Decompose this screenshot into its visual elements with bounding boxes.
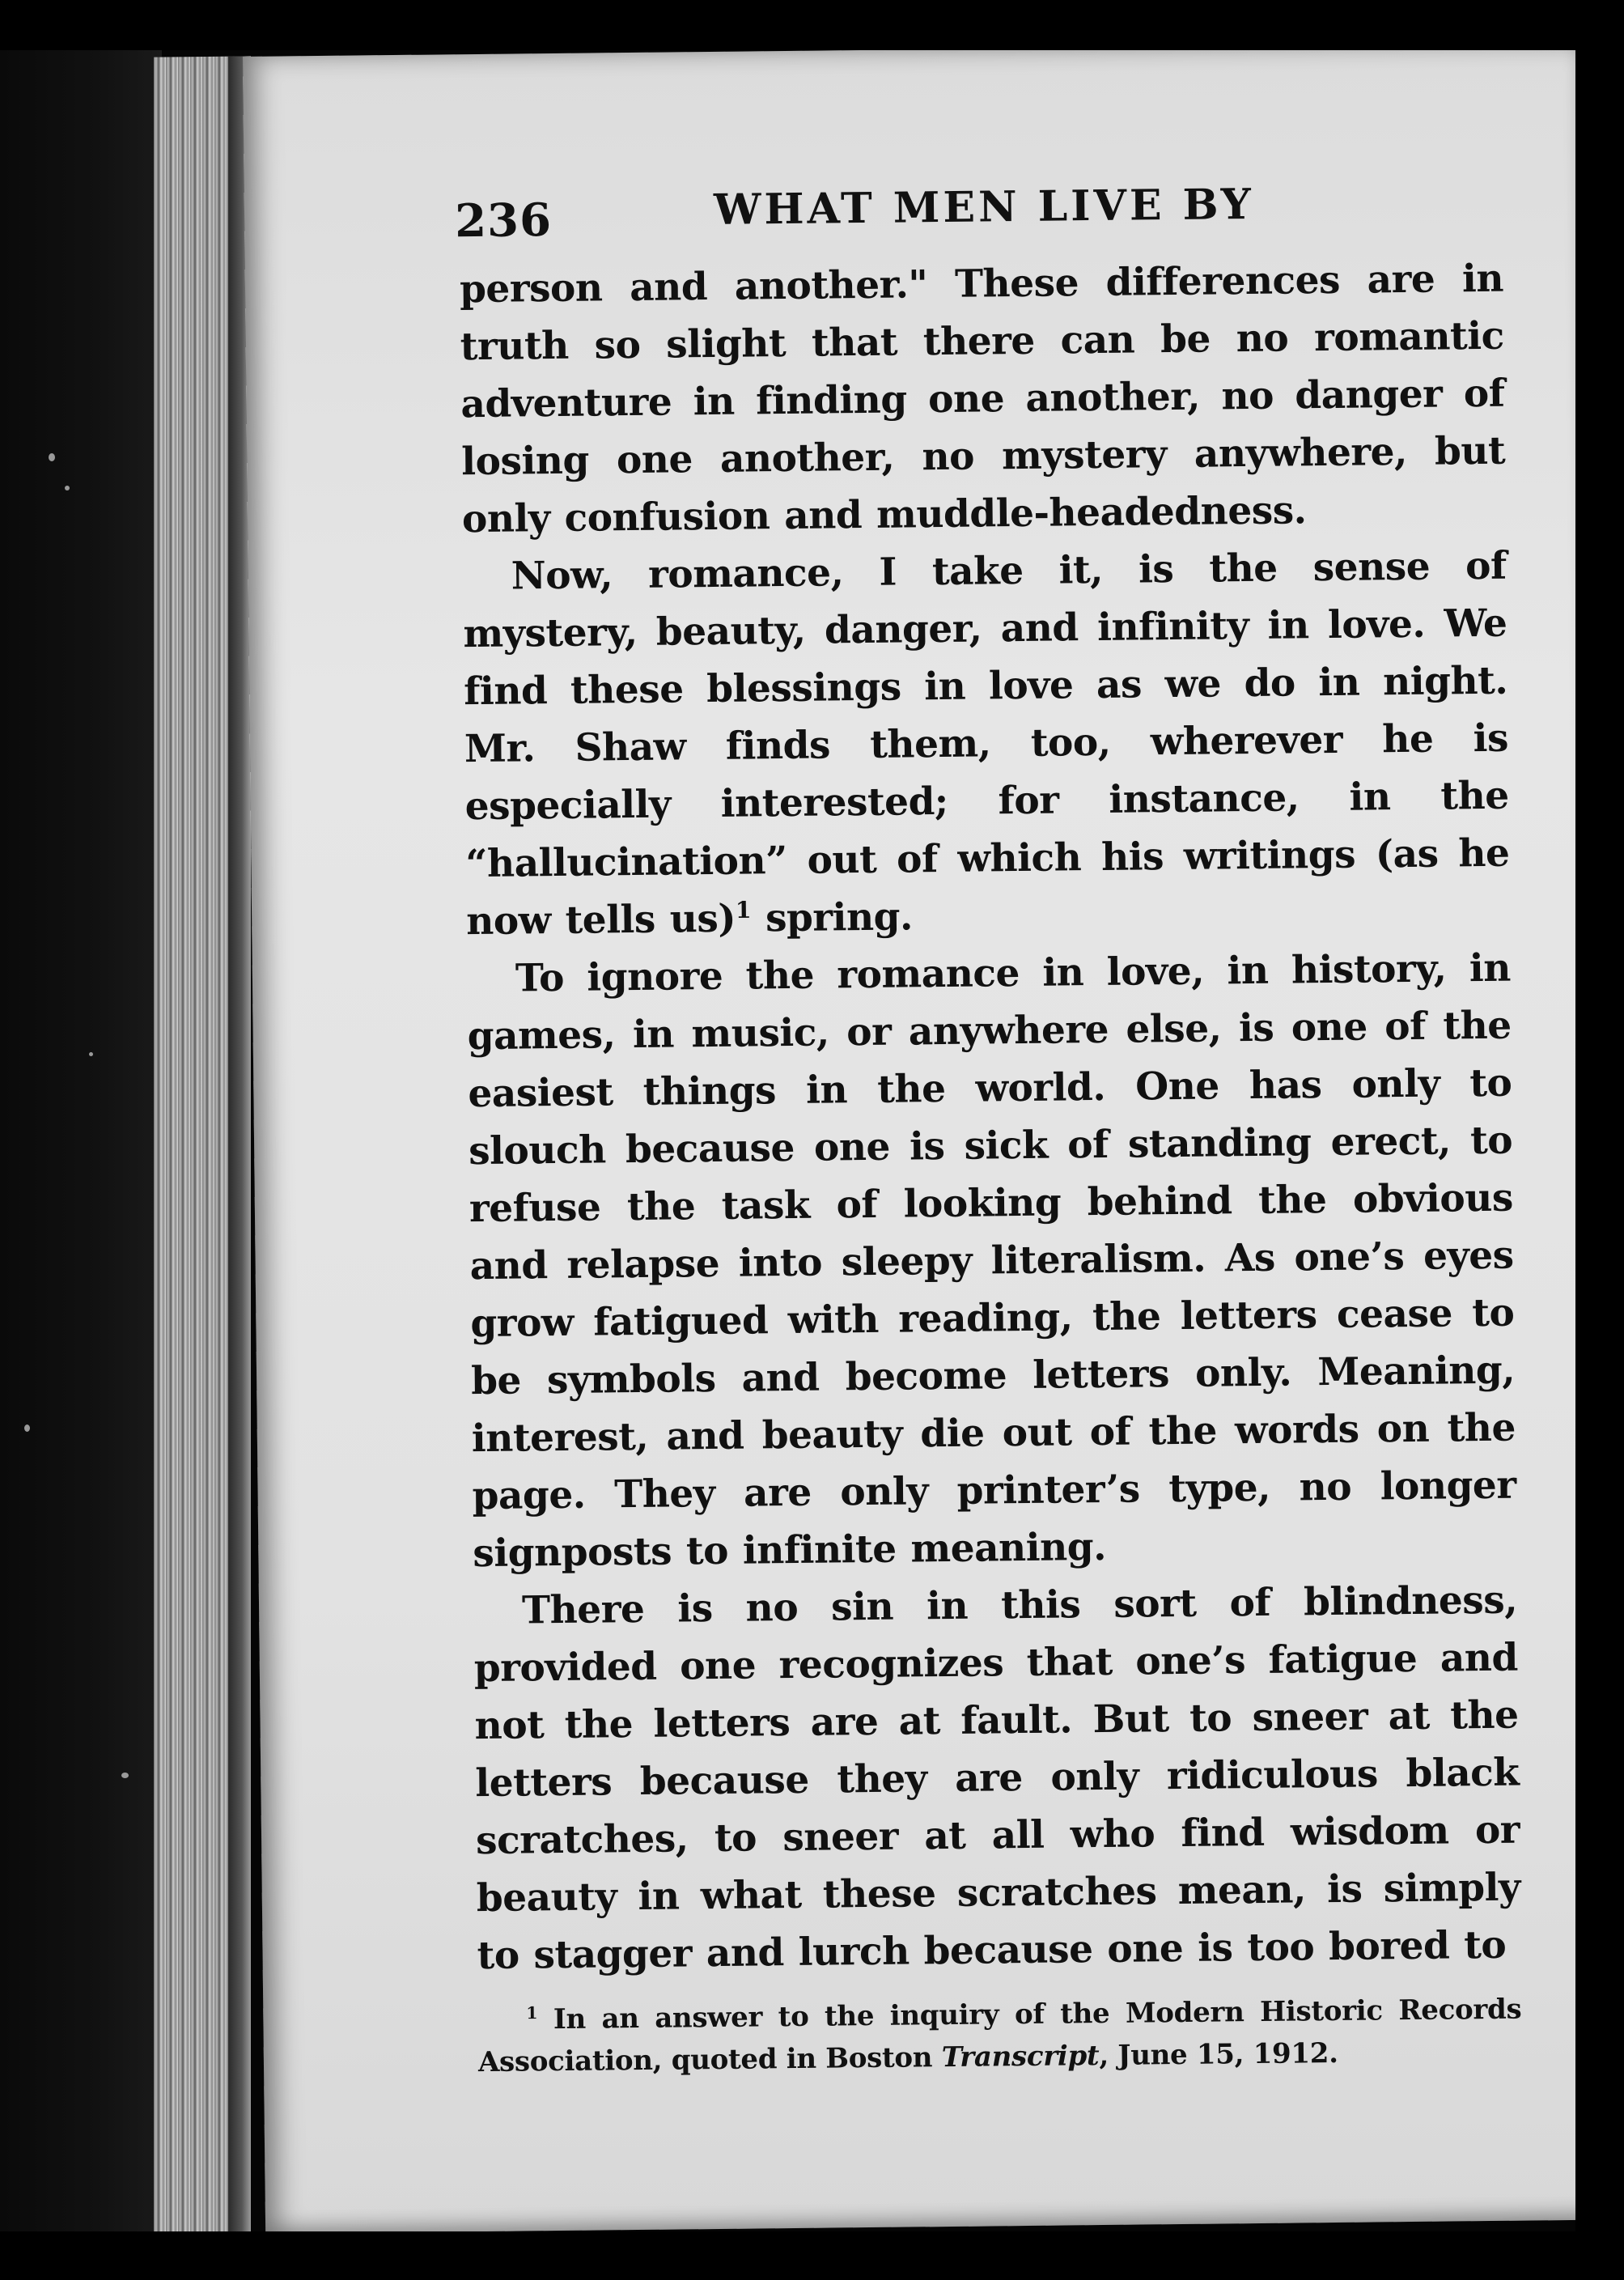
running-head <box>454 177 1503 261</box>
running-head-title: WHAT MEN LIVE BY <box>713 179 1255 235</box>
footnote-reference: 1 <box>735 896 752 924</box>
footnote-italic-title: Transcript <box>941 2040 1100 2074</box>
footnote <box>477 1989 1522 2084</box>
footnote-text-before: In an answer to the inquiry of the Modern Historic Records Association, quoted in Boston <box>477 1993 1522 2079</box>
paragraph-2-text: Now, romance, I take it, is the sense of mystery, beauty, danger, and infinity in love. We find these blessings in love as we do in night. Mr. Shaw finds them, too, wherever he is especially interested; for instance, in the “hallucination” out of which his writings (as he now tells us) <box>463 543 1510 945</box>
page-text-block <box>454 177 1523 2111</box>
paragraph-2 <box>462 537 1510 950</box>
page-number: 236 <box>454 193 553 248</box>
scan-right-border <box>1575 0 1624 2280</box>
footnote-marker: 1 <box>526 2002 538 2023</box>
footnote-text-after: , June 15, 1912. <box>1099 2036 1338 2073</box>
scan-bottom-border <box>0 2231 1624 2280</box>
paragraph-1: person and another." These differences are in truth so slight that there can be no romantic adventure in finding one another, no danger of losing one another, no mystery anywhere, but only confusion and muddle-headedness. <box>459 256 1506 542</box>
paragraph-3: To ignore the romance in love, in history, in games, in music, or anywhere else, is one of the easiest things in the world. One has only to slouch because one is sick of standing erect, to refuse the task of looking behind the obvious and relapse into sleepy literalism. As one’s eyes grow fatigued with reading, the letters cease to be symbols and become letters only. Meaning, interest, and beauty die out of the words on the page. They are only printer’s type, no longer signposts to infinite meaning. <box>467 945 1516 1577</box>
scan-top-border <box>0 0 1624 50</box>
book-page <box>243 43 1601 2234</box>
paragraph-4: There is no sin in this sort of blindness, provided one recognizes that one’s fatigue and not the letters are at fault. But to sneer at the letters because they are only ridiculous black scratches, to sneer at all who find wisdom or beauty in what these scratches mean, is simply to stagger and lurch because one is too bored to <box>473 1577 1521 1979</box>
paragraph-2-end: spring. <box>750 894 914 941</box>
scan-left-margin <box>0 0 162 2280</box>
book-page-edges <box>154 56 251 2242</box>
